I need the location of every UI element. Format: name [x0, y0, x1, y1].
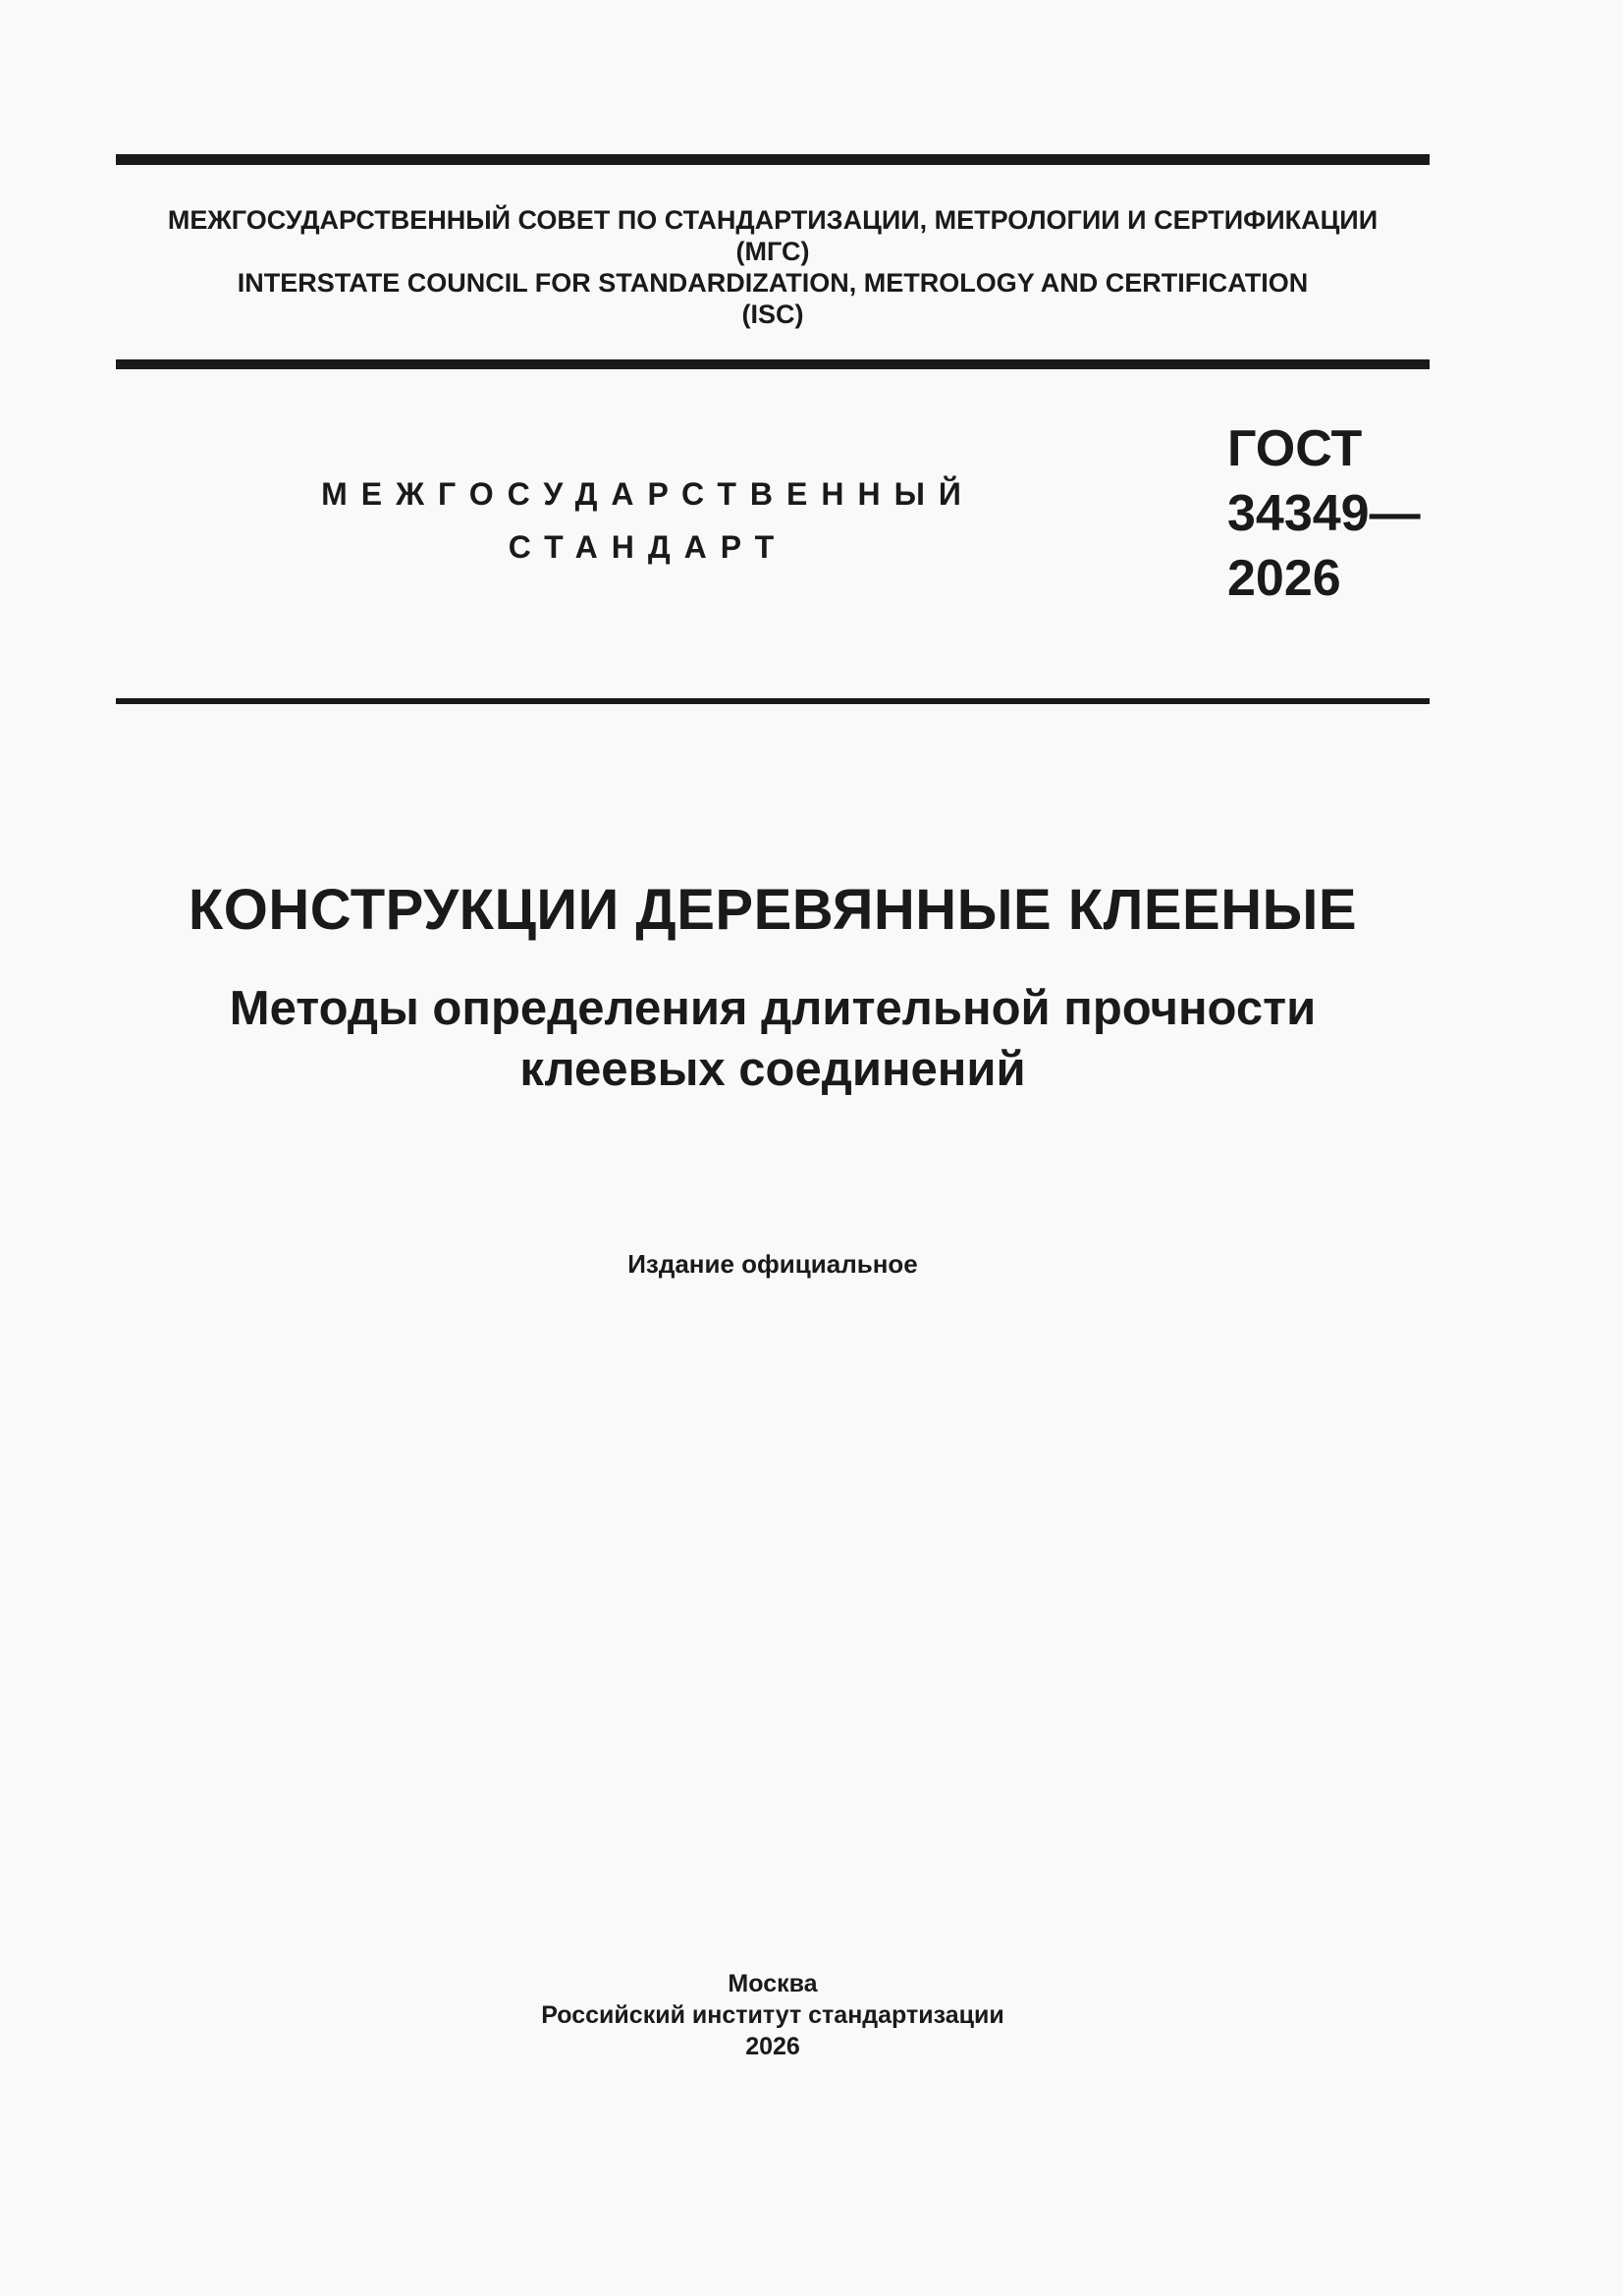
document-title: КОНСТРУКЦИИ ДЕРЕВЯННЫЕ КЛЕЕНЫЕ — [188, 878, 1358, 942]
imprint-publisher: Российский институт стандартизации — [541, 2001, 1004, 2029]
standard-type-line2: СТАНДАРТ — [508, 529, 788, 565]
subtitle-line2: клеевых соединений — [519, 1043, 1026, 1096]
imprint — [116, 1968, 1430, 2062]
imprint-year: 2026 — [745, 2033, 800, 2060]
document-subtitle — [116, 978, 1430, 1100]
bottom-rule — [116, 698, 1430, 704]
council-abbr-ru: (МГС) — [735, 237, 810, 266]
council-name-ru: МЕЖГОСУДАРСТВЕННЫЙ СОВЕТ ПО СТАНДАРТИЗАЦИИ, МЕТРОЛОГИИ И СЕРТИФИКАЦИИ — [167, 205, 1379, 235]
subtitle-line1: Методы определения длительной прочности — [229, 982, 1317, 1035]
edition-note: Издание официальное — [627, 1249, 918, 1279]
standard-type — [295, 467, 1001, 574]
standard-type-line1: МЕЖГОСУДАРСТВЕННЫЙ — [321, 476, 975, 512]
council-header — [116, 204, 1430, 330]
council-abbr-en: (ISC) — [741, 300, 804, 329]
imprint-city: Москва — [728, 1970, 818, 1997]
designation-number: 34349— — [1227, 485, 1421, 542]
designation-prefix: ГОСТ — [1227, 420, 1363, 477]
middle-rule — [116, 359, 1430, 369]
standard-designation — [1227, 416, 1421, 611]
designation-year: 2026 — [1227, 550, 1341, 607]
council-name-en: INTERSTATE COUNCIL FOR STANDARDIZATION, METROLOGY AND CERTIFICATION — [237, 268, 1309, 298]
top-rule — [116, 154, 1430, 165]
